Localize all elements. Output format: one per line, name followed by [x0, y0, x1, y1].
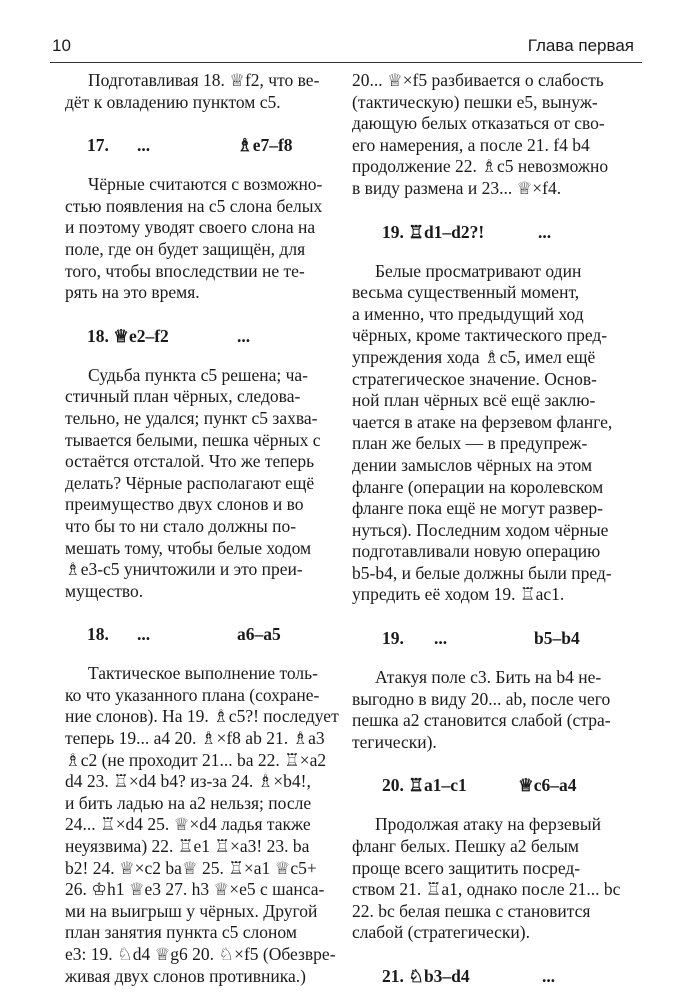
move-18-black: [65, 624, 343, 645]
text-line: мешать тому, чтобы белые ходом: [65, 537, 312, 558]
text-line: в виду размена и 23... ♕×f4.: [352, 177, 562, 198]
move-white: ...: [137, 135, 151, 156]
text-line: упредить её ходом 19. ♖ac1.: [352, 584, 565, 605]
text-line: того, чтобы впоследствии не те-: [65, 260, 305, 281]
move-black: ...: [237, 325, 251, 346]
move-number: 19.: [382, 628, 404, 649]
text-line: d4 23. ♖×d4 b4? из-за 24. ♗×b4!,: [65, 771, 311, 792]
text-line: проще всего защитить посред-: [352, 857, 581, 878]
page-number: 10: [52, 36, 71, 55]
paragraph-3: [65, 365, 343, 603]
text-line: b2! 24. ♕×c2 ba♕ 25. ♖×a1 ♕c5+: [65, 857, 317, 878]
text-line: e3: 19. ♘d4 ♕g6 20. ♘×f5 (Обезвре-: [65, 944, 336, 964]
paragraph-1: [65, 70, 343, 113]
text-line: ко что указанного плана (сохране-: [65, 684, 320, 705]
text-line: Чёрные считаются с возможно-: [88, 174, 323, 195]
move-number: 20. ♖a1–c1: [382, 775, 467, 796]
text-line: тельно, не удался; пункт с5 захва-: [65, 407, 318, 428]
text-line: фланг белых. Пешку a2 белым: [352, 836, 579, 857]
text-line: стью появления на с5 слона белых: [65, 195, 323, 216]
text-line: преимущество двух слонов и во: [65, 494, 304, 515]
text-line: 24... ♖×d4 25. ♕×d4 ладья также: [65, 814, 311, 835]
text-line: выгодно в виду 20... ab, после чего: [352, 688, 611, 709]
text-line: дении замыслов чёрных на этом: [352, 454, 593, 475]
move-18-white: [65, 326, 343, 347]
text-line: ♗e3-с5 уничтожили и это преи-: [65, 559, 303, 580]
text-line: подготавливали новую операцию: [352, 541, 601, 562]
move-white: ...: [137, 624, 151, 645]
move-19-white: [352, 222, 630, 243]
text-line: 26. ♔h1 ♕e3 27. h3 ♕×e5 с шанса-: [65, 879, 325, 900]
text-line: фланге (операции на королевском: [352, 476, 604, 497]
text-line: Судьба пункта с5 решена; ча-: [88, 364, 308, 385]
paragraph-5: [352, 70, 630, 200]
move-black: ♕c6–a4: [518, 775, 577, 796]
text-line: тывается белыми, пешка чёрных c: [65, 429, 321, 450]
text-line: (тактическую) пешки e5, вынуж-: [352, 91, 598, 112]
text-line: пешка a2 становится слабой (стра-: [352, 710, 611, 731]
text-line: и поэтому уводят своего слона на: [65, 217, 316, 238]
text-line: 20... ♕×f5 разбивается о слабость: [352, 70, 604, 90]
paragraph-4: [65, 663, 343, 987]
text-line: b5-b4, и белые должны были пред-: [352, 562, 612, 583]
move-21: [352, 966, 630, 987]
right-column: [352, 70, 630, 987]
text-line: тегически).: [352, 731, 437, 752]
text-line: стичный план чёрных, следова-: [65, 386, 301, 407]
text-line: делать? Чёрные располагают ещё: [65, 472, 315, 493]
text-line: ми на выигрыш у чёрных. Другой: [65, 900, 318, 921]
move-number: 17.: [87, 135, 109, 156]
text-line: ние слонов). На 19. ♗c5?! последует: [65, 706, 339, 727]
text-line: ♗c2 (не проходит 21... ba 22. ♖×a2: [65, 749, 327, 770]
paragraph-7: [352, 667, 630, 753]
header-rule: [50, 62, 642, 63]
text-line: чёрных, кроме тактического пред-: [352, 325, 608, 346]
text-line: мущество.: [65, 580, 144, 601]
move-20: [352, 775, 630, 796]
text-line: рять на это время.: [65, 282, 200, 303]
text-line: остаётся отсталой. Что же теперь: [65, 451, 315, 472]
text-line: его намерения, а после 21. f4 b4: [352, 134, 590, 155]
move-black: b5–b4: [534, 628, 580, 649]
text-line: слабой (стратегически).: [352, 922, 530, 943]
text-line: ной план чёрных всё ещё заклю-: [352, 390, 596, 411]
paragraph-6: [352, 261, 630, 607]
text-line: 22. bc белая пешка c становится: [352, 900, 591, 921]
move-white: ...: [434, 628, 448, 649]
move-number: 18. ♕e2–f2: [87, 325, 169, 346]
chapter-title: Глава первая: [527, 36, 634, 55]
text-line: поле, где он будет защищён, для: [65, 238, 306, 259]
text-line: дёт к овладению пунктом с5.: [65, 91, 281, 112]
text-line: Белые просматривают один: [375, 260, 582, 281]
text-line: продолжение 22. ♗c5 невозможно: [352, 156, 609, 177]
text-line: что бы то ни стало должны по-: [65, 515, 297, 536]
text-line: фланге пока ещё не могут развер-: [352, 498, 603, 519]
text-line: дающую белых отказаться от сво-: [352, 113, 605, 134]
text-line: план занятия пункта с5 слоном: [65, 922, 297, 943]
left-column: [65, 70, 343, 987]
move-number: 19. ♖d1–d2?!: [382, 221, 485, 242]
move-17: [65, 135, 343, 156]
move-black: a6–a5: [237, 624, 281, 645]
text-line: весьма существенный момент,: [352, 282, 580, 303]
text-line: ством 21. ♖a1, однако после 21... bc: [352, 879, 621, 900]
text-line: план же белых — в предупреж-: [352, 433, 588, 454]
move-black: ♗e7–f8: [237, 135, 293, 156]
paragraph-2: [65, 174, 343, 304]
text-line: теперь 19... a4 20. ♗×f8 ab 21. ♗a3: [65, 728, 325, 749]
move-number: 18.: [87, 624, 109, 645]
text-line: Подготавливая 18. ♕f2, что ве-: [88, 70, 320, 90]
text-line: упреждения хода ♗c5, имел ещё: [352, 346, 596, 367]
text-line: живая двух слонов противника.): [65, 965, 306, 986]
move-black: ...: [542, 966, 556, 986]
text-line: стратегическое значение. Основ-: [352, 368, 597, 389]
move-black: ...: [538, 221, 552, 242]
text-line: нуться). Последним ходом чёрные: [352, 519, 609, 540]
move-19-black: [352, 628, 630, 649]
text-line: Продолжая атаку на ферзевый: [375, 814, 602, 835]
text-line: и бить ладью на a2 нельзя; после: [65, 792, 312, 813]
text-line: чается в атаке на ферзевом фланге,: [352, 411, 613, 432]
move-number: 21. ♘b3–d4: [382, 966, 470, 986]
text-line: неуязвима) 22. ♖e1 ♖×a3! 23. ba: [65, 836, 310, 857]
paragraph-8: [352, 814, 630, 944]
text-line: а именно, что предыдущий ход: [352, 303, 584, 324]
text-line: Тактическое выполнение толь-: [88, 663, 318, 684]
text-line: Атакуя поле с3. Бить на b4 не-: [375, 667, 602, 688]
